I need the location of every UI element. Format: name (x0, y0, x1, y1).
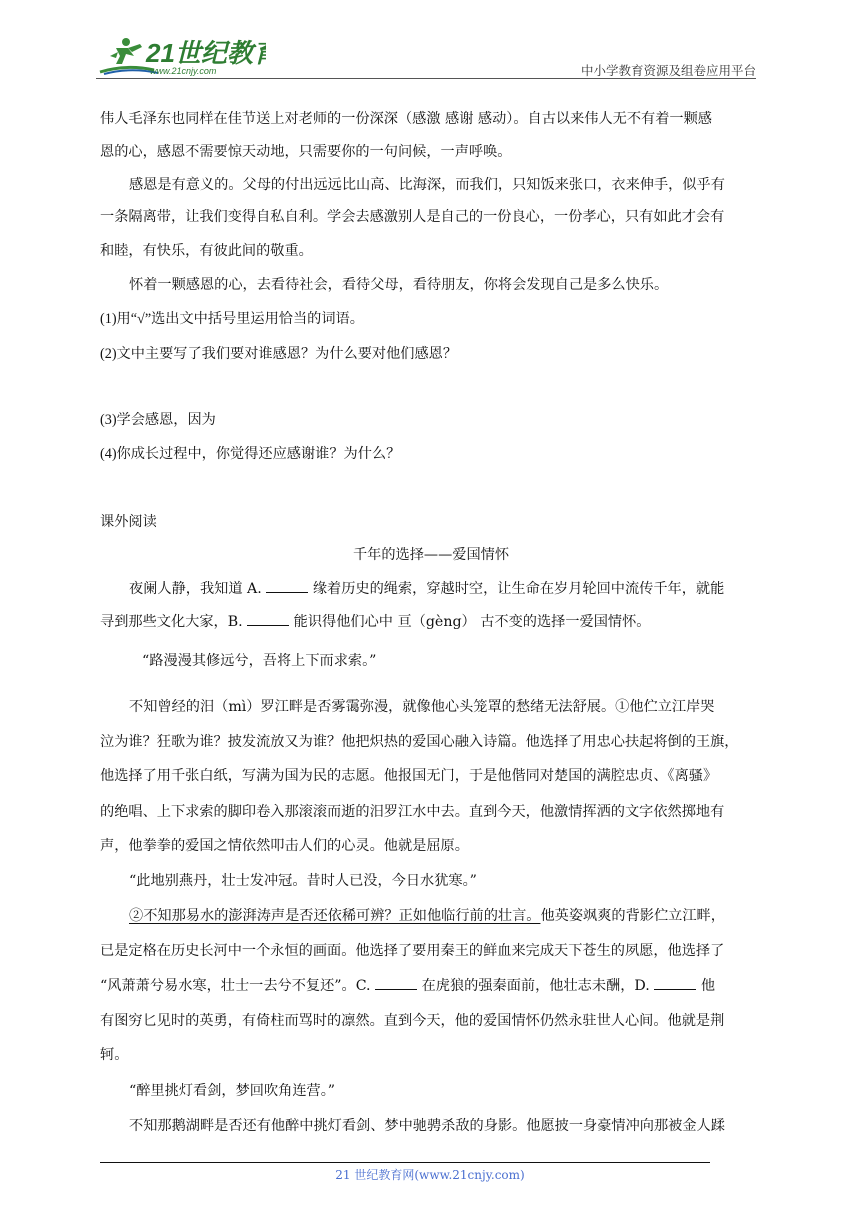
text-segment: 夜阑人静，我知道 A. (129, 581, 262, 597)
text-line: 感恩是有意义的。父母的付出远远比山高、比海深，而我们，只知饭来张口，衣来伸手，似乎有 (129, 177, 725, 193)
blank-d[interactable] (654, 977, 696, 990)
text-line: 轲。 (100, 1047, 129, 1063)
svg-text:www.21cnjy.com: www.21cnjy.com (150, 66, 217, 76)
text-line (100, 611, 651, 631)
text-segment: 能识得他们心中 亘（gèng） 古不变的选择一爱国情怀。 (293, 614, 651, 630)
poem-line: “醉里挑灯看剑，梦回吹角连营。” (129, 1083, 336, 1099)
text-line (100, 975, 715, 995)
text-line: 泣为谁？狂歌为谁？披发流放又为谁？他把炽热的爱国心融入诗篇。他选择了用忠心扶起将倒的王旗， (100, 734, 739, 750)
text-segment: 寻到那些文化大家，B. (100, 614, 243, 630)
text-line (129, 905, 725, 925)
text-segment: “风萧萧兮易水寒，壮士一去兮不复还”。C. (100, 978, 371, 994)
runner-logo-icon (96, 34, 266, 78)
section-heading: 课外阅读 (100, 514, 157, 530)
text-line (129, 578, 724, 598)
poem-line: “此地别燕丹，壮士发冲冠。昔时人已没，今日水犹寒。” (129, 873, 477, 889)
text-segment: 他英姿飒爽的背影伫立江畔， (540, 908, 725, 924)
article-title: 千年的选择——爱国情怀 (352, 547, 510, 563)
text-line: 一条隔离带，让我们变得自私自利。学会去感激别人是自己的一份良心，一份孝心，只有如此才会有 (100, 209, 725, 225)
question-4: (4)你成长过程中，你觉得还应感谢谁？为什么？ (100, 446, 401, 462)
text-line: 有图穷匕见时的英勇，有倚柱而骂时的凛然。直到今天，他的爱国情怀仍然永驻世人心间。他就是荆 (100, 1013, 725, 1029)
site-logo (96, 34, 266, 78)
blank-b[interactable] (247, 613, 289, 626)
text-line: 怀着一颗感恩的心，去看待社会，看待父母，看待朋友，你将会发现自己是多么快乐。 (129, 277, 669, 293)
question-2: (2)文中主要写了我们要对谁感恩？为什么要对他们感恩？ (100, 346, 458, 362)
text-line: 恩的心，感恩不需要惊天动地，只需要你的一句问候，一声呼唤。 (100, 144, 512, 160)
text-segment: 他 (700, 978, 716, 994)
header-divider (96, 78, 756, 79)
text-segment: 缘着历史的绳索，穿越时空，让生命在岁月轮回中流传千年，就能 (312, 581, 725, 597)
question-1: (1)用“√”选出文中括号里运用恰当的词语。 (100, 311, 364, 327)
footer-link[interactable]: 21 世纪教育网(www.21cnjy.com) (335, 1168, 525, 1182)
underlined-sentence: ②不知那易水的澎湃涛声是否还依稀可辨？正如他临行前的壮言。 (129, 908, 541, 924)
blank-c[interactable] (375, 977, 417, 990)
text-line: 和睦，有快乐，有彼此间的敬重。 (100, 243, 313, 259)
footer-divider (100, 1162, 710, 1163)
text-line: 伟人毛泽东也同样在佳节送上对老师的一份深深（感激 感谢 感动）。自古以来伟人无不有着一颗感 (100, 111, 712, 127)
text-segment: 在虎狼的强秦面前，他壮志未酬，D. (421, 978, 650, 994)
text-line: 不知曾经的汨（mì）罗江畔是否雾霭弥漫，就像他心头笼罩的愁绪无法舒展。①他伫立江岸哭 (129, 699, 715, 715)
text-line: 声，他拳拳的爱国之情依然叩击人们的心灵。他就是屈原。 (100, 838, 469, 854)
text-line: 他选择了用千张白纸，写满为国为民的志愿。他报国无门，于是他偕同对楚国的满腔忠贞、《离骚》 (100, 768, 718, 784)
text-line: 已是定格在历史长河中一个永恒的画面。他选择了要用秦王的鲜血来完成天下苍生的夙愿，他选择了 (100, 943, 725, 959)
blank-a[interactable] (266, 580, 308, 593)
poem-line: “路漫漫其修远兮，吾将上下而求索。” (142, 653, 377, 669)
platform-name: 中小学教育资源及组卷应用平台 (580, 63, 756, 78)
text-line: 不知那鹅湖畔是否还有他醉中挑灯看剑、梦中驰骋杀敌的身影。他愿披一身豪情冲向那被金人蹂 (129, 1118, 725, 1134)
text-line: 的绝唱、上下求索的脚印卷入那滚滚而逝的汨罗江水中去。直到今天，他激情挥洒的文字依然掷地有 (100, 804, 725, 820)
svg-text:21世纪教育: 21世纪教育 (146, 38, 266, 68)
question-3: (3)学会感恩，因为 (100, 412, 216, 428)
